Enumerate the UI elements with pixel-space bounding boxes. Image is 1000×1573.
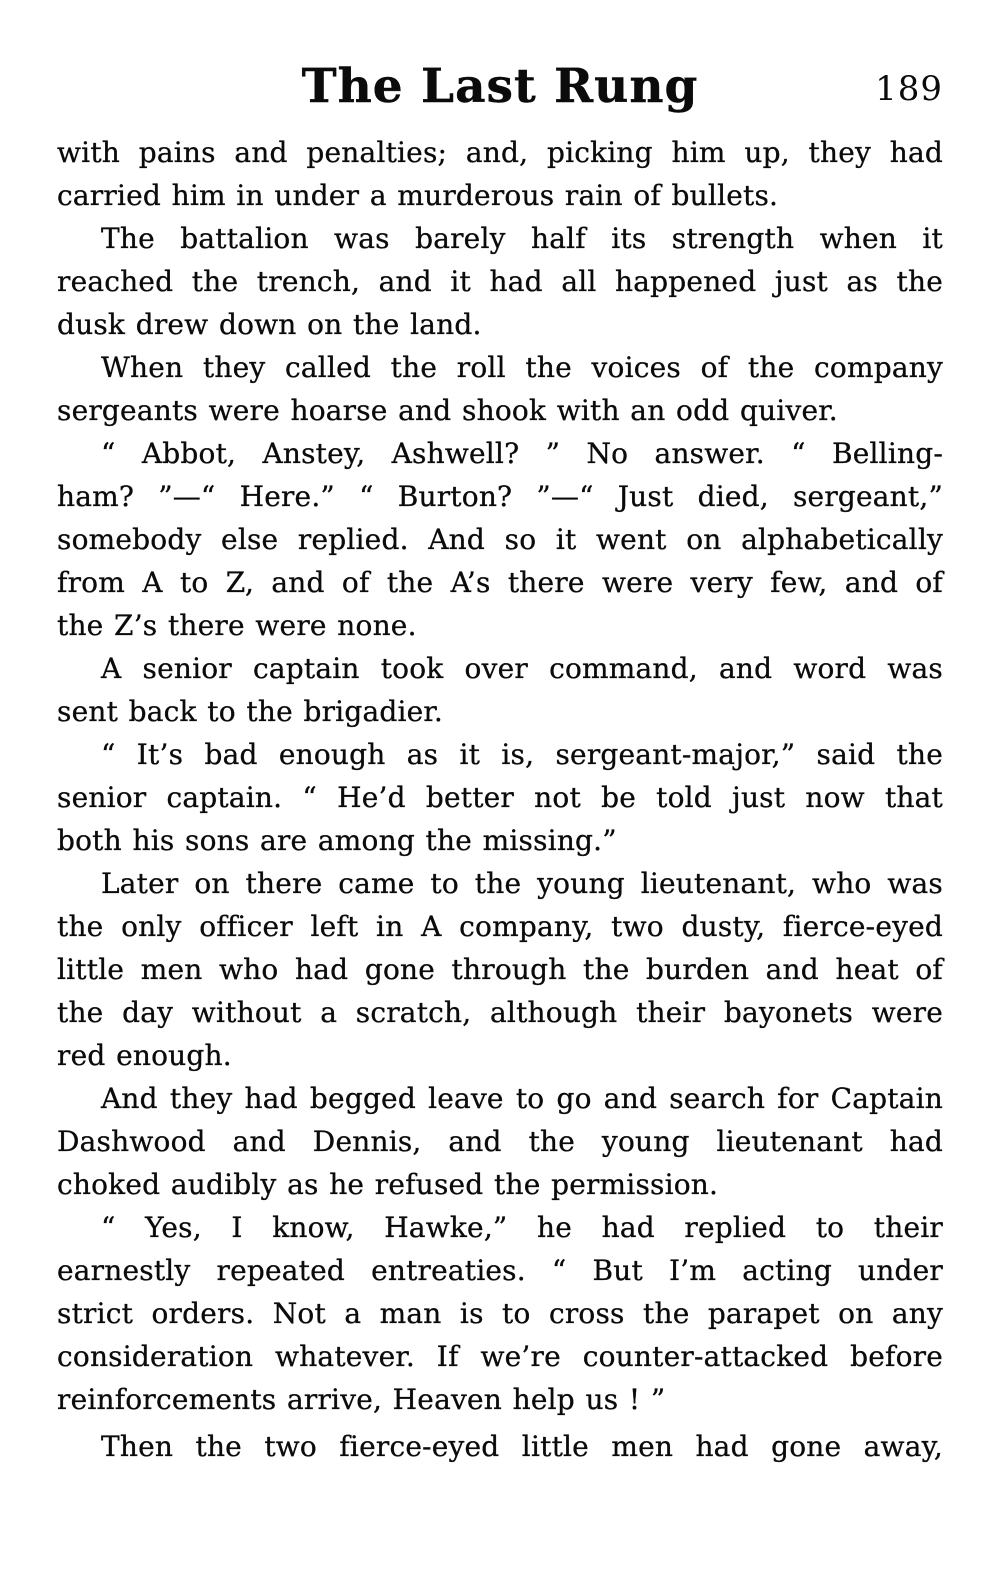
text-line: choked audibly as he refused the permission. — [57, 1168, 719, 1201]
page-text — [57, 131, 943, 1468]
text-line: And they had begged leave to go and search for Captain — [101, 1082, 943, 1115]
text-line: A senior captain took over command, and word was — [101, 652, 943, 685]
paragraph — [57, 862, 943, 1077]
text-line: little men who had gone through the burden and heat of — [57, 953, 943, 986]
text-line: ham? ”—“ Here.” “ Burton? ”—“ Just died, sergeant,” — [57, 480, 943, 513]
text-line: somebody else replied. And so it went on alphabetically — [57, 523, 943, 556]
text-line: dusk drew down on the land. — [57, 308, 482, 341]
text-line: sent back to the brigadier. — [57, 695, 443, 728]
paragraph — [57, 647, 943, 733]
text-line: with pains and penalties; and, picking him up, they had — [57, 136, 943, 169]
text-line: the day without a scratch, although their bayonets were — [57, 996, 943, 1029]
paragraph — [57, 346, 943, 432]
text-line: consideration whatever. If we’re counter-attacked before — [57, 1340, 943, 1373]
text-line: carried him in under a murderous rain of bullets. — [57, 179, 779, 212]
text-line: “ Abbot, Anstey, Ashwell? ” No answer. “ Belling- — [101, 437, 943, 470]
paragraph — [57, 432, 943, 647]
paragraph — [57, 1206, 943, 1421]
page-number: 189 — [875, 69, 943, 109]
text-line: “ It’s bad enough as it is, sergeant-major,” said the — [101, 738, 943, 771]
text-line: strict orders. Not a man is to cross the parapet on any — [57, 1297, 943, 1330]
text-line: from A to Z, and of the A’s there were very few, and of — [57, 566, 943, 599]
text-line: The battalion was barely half its strength when it — [101, 222, 943, 255]
text-line: the only officer left in A company, two dusty, fierce-eyed — [57, 910, 943, 943]
text-line: “ Yes, I know, Hawke,” he had replied to their — [101, 1211, 943, 1244]
paragraph — [57, 733, 943, 862]
paragraph — [57, 131, 943, 217]
text-line: red enough. — [57, 1039, 232, 1072]
paragraph — [57, 1077, 943, 1206]
text-line: the Z’s there were none. — [57, 609, 417, 642]
text-line: Later on there came to the young lieutenant, who was — [101, 867, 943, 900]
text-line: senior captain. “ He’d better not be told just now that — [57, 781, 943, 814]
text-line: reinforcements arrive, Heaven help us ! ” — [57, 1383, 666, 1416]
text-line: both his sons are among the missing.” — [57, 824, 617, 857]
paragraph — [57, 1425, 943, 1468]
page-title: The Last Rung — [301, 59, 699, 114]
paragraph — [57, 217, 943, 346]
text-line: Dashwood and Dennis, and the young lieutenant had — [57, 1125, 943, 1158]
text-line: sergeants were hoarse and shook with an odd quiver. — [57, 394, 838, 427]
text-line: earnestly repeated entreaties. “ But I’m acting under — [57, 1254, 943, 1287]
text-line: When they called the roll the voices of the company — [101, 351, 943, 384]
page-header — [57, 60, 943, 114]
text-line: reached the trench, and it had all happened just as the — [57, 265, 943, 298]
text-line: Then the two fierce-eyed little men had gone away, — [101, 1430, 943, 1463]
